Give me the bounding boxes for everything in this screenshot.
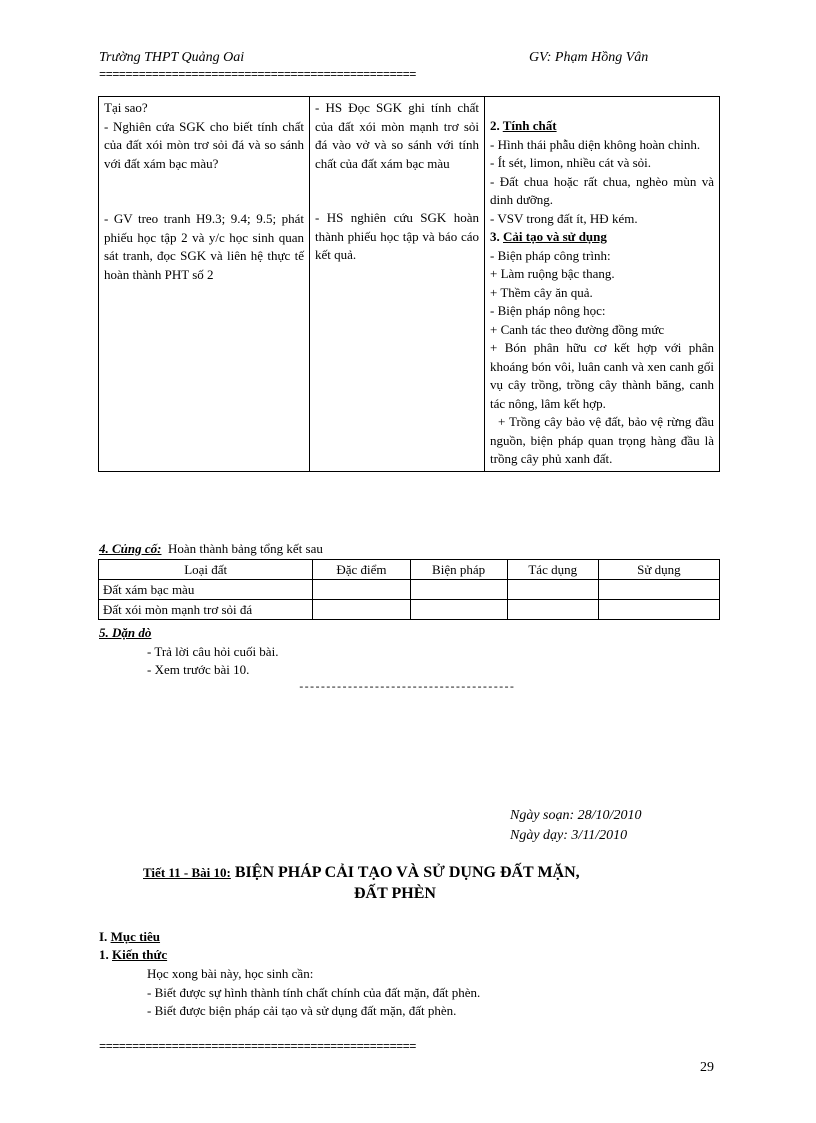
summary-header-row (99, 560, 720, 580)
properties-heading: 2. Tính chất (490, 118, 557, 133)
summary-table (98, 559, 720, 620)
summary-header-cell: Sử dụng (598, 560, 719, 580)
col2-line: - HS nghiên cứu SGK hoàn thành phiếu học tập và báo cáo kết quả. (315, 210, 479, 262)
property-line: - Hình thái phẫu diện không hoàn chỉnh. (490, 136, 701, 152)
homework-item: - Xem trước bài 10. (147, 662, 250, 677)
knowledge-heading: 1. Kiến thức (99, 947, 168, 962)
consolidation-line (99, 541, 323, 557)
header-rule: ================================================ (99, 68, 416, 82)
measure-line: + Thềm cây ăn quả. (490, 284, 593, 300)
objectives-intro: Học xong bài này, học sinh cần: (147, 966, 314, 981)
footer-rule: ================================================ (99, 1040, 416, 1054)
col1-line: Tại sao? (104, 100, 148, 115)
homework-label: 5. Dặn dò (99, 625, 152, 640)
summary-cell (313, 580, 410, 600)
summary-header-cell: Loại đất (99, 560, 313, 580)
table-row (99, 600, 720, 620)
summary-cell (410, 580, 507, 600)
homework-item: - Trả lời câu hỏi cuối bài. (147, 644, 279, 659)
student-activity-cell (310, 97, 485, 472)
summary-cell (313, 600, 410, 620)
summary-cell: Đất xám bạc màu (99, 580, 313, 600)
property-line: - VSV trong đất ít, HĐ kém. (490, 210, 638, 226)
lesson-prefix: Tiết 11 - Bài 10: (143, 865, 231, 880)
lesson-title-line1: BIỆN PHÁP CẢI TẠO VÀ SỬ DỤNG ĐẤT MẶN, (234, 864, 580, 881)
activity-table (98, 96, 720, 472)
objective-item: - Biết được sự hình thành tính chất chính của đất mặn, đất phèn. (147, 985, 481, 1000)
col1-line: - GV treo tranh H9.3; 9.4; 9.5; phát phiếu học tập 2 và y/c học sinh quan sát tranh, đọc SGK và liên hệ thực tế hoàn thành PHT số 2 (104, 211, 304, 282)
summary-cell: Đất xói mòn mạnh trơ sỏi đá (99, 600, 313, 620)
teacher-name: GV: Phạm Hồng Vân (529, 50, 649, 65)
section-divider: ---------------------------------------- (298, 682, 515, 694)
school-name: Trường THPT Quảng Oai (99, 50, 245, 65)
measure-line: + Canh tác theo đường đồng mức (490, 321, 665, 337)
page-number: 29 (700, 1060, 714, 1075)
summary-header-cell: Đặc điểm (313, 560, 410, 580)
summary-cell (410, 600, 507, 620)
property-line: - Ít sét, limon, nhiều cát và sỏi. (490, 155, 652, 170)
consolidation-text: Hoàn thành bảng tổng kết sau (167, 541, 323, 556)
date-prepared: Ngày soạn: 28/10/2010 (510, 808, 642, 823)
measure-line: - Biện pháp công trình: (490, 247, 611, 263)
summary-cell (507, 600, 598, 620)
improvement-heading: 3. Cải tạo và sử dụng (490, 229, 607, 244)
summary-header-cell: Tác dụng (507, 560, 598, 580)
date-taught: Ngày dạy: 3/11/2010 (510, 828, 628, 843)
lesson-title-line2: ĐẤT PHÈN (354, 885, 436, 902)
consolidation-label: 4. Củng cố: (99, 541, 162, 556)
objectives-heading: I. Mục tiêu (99, 929, 161, 944)
summary-cell (598, 600, 719, 620)
measure-line: + Làm ruộng bậc thang. (490, 266, 615, 281)
lesson-title (143, 864, 580, 882)
col2-line: - HS Đọc SGK ghi tính chất của đất xói mòn mạnh trơ sỏi đá vào vở và so sánh với tính chất của đất xám bạc màu (315, 100, 479, 171)
summary-header-cell: Biện pháp (410, 560, 507, 580)
col1-line: - Nghiên cứa SGK cho biết tính chất của đất xói mòn trơ sỏi đá và so sánh với đất xám bạc màu? (104, 118, 304, 171)
summary-cell (507, 580, 598, 600)
summary-cell (598, 580, 719, 600)
table-row (99, 580, 720, 600)
property-line: - Đất chua hoặc rất chua, nghèo mùn và dinh dưỡng. (490, 173, 714, 207)
content-cell (485, 97, 720, 472)
teacher-activity-cell (99, 97, 310, 472)
objective-item: - Biết được biện pháp cải tạo và sử dụng đất mặn, đất phèn. (147, 1003, 457, 1018)
measure-line: + Bón phân hữu cơ kết hợp với phân khoáng bón vôi, luân canh và xen canh gối vụ cây trồng, trồng cây thành băng, canh tác nông, lâm kết hợp. (490, 340, 714, 411)
measure-line: - Biện pháp nông học: (490, 303, 606, 318)
measure-line: + Trồng cây bảo vệ đất, bảo vệ rừng đầu nguồn, biện pháp quan trọng hàng đầu là trồng cây phủ xanh đất. (490, 414, 714, 466)
